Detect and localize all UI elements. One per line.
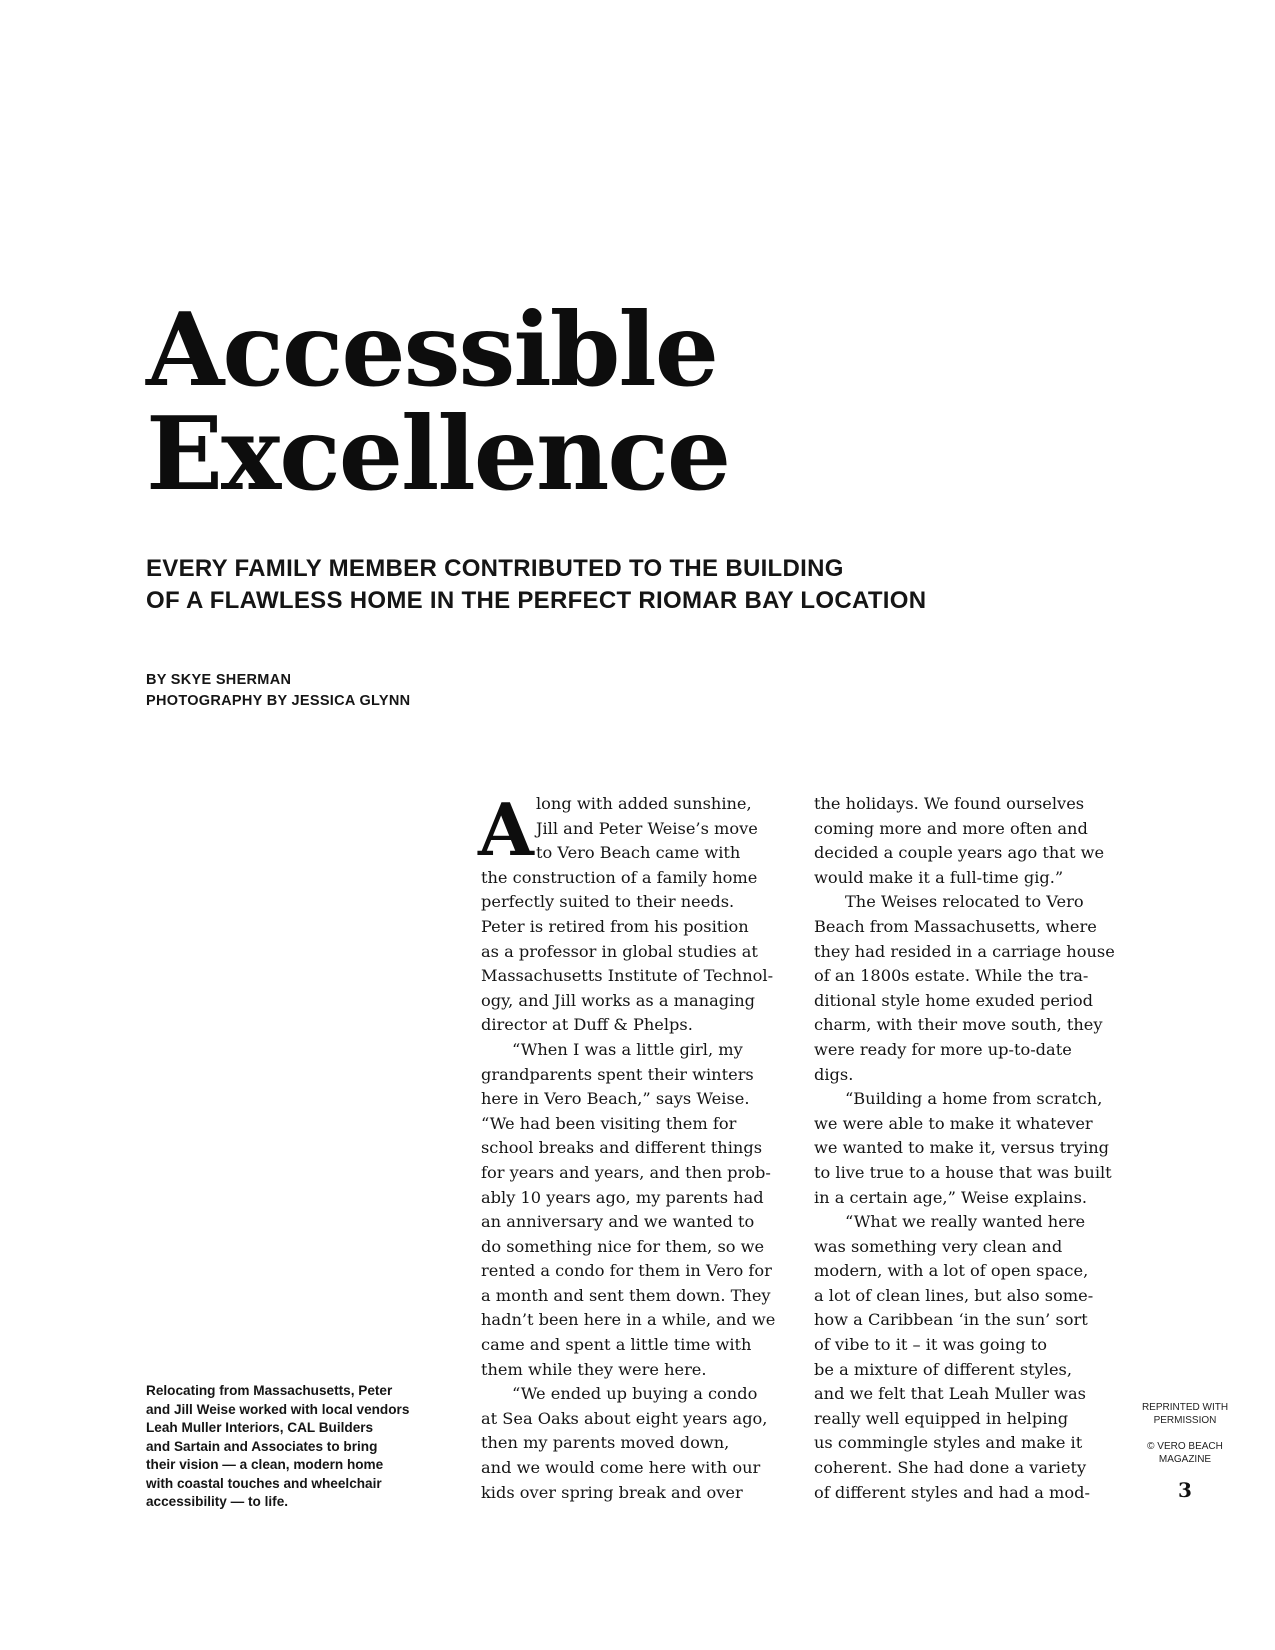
body-line: of different styles and had a mod-	[814, 1482, 1090, 1502]
body-line: ditional style home exuded period	[814, 990, 1094, 1010]
body-line: an anniversary and we wanted to	[481, 1212, 755, 1232]
body-line: grandparents spent their winters	[481, 1064, 754, 1084]
body-line: and we would come here with our	[481, 1458, 761, 1478]
article-subtitle-line-1: EVERY FAMILY MEMBER CONTRIBUTED TO THE BUILDING	[146, 555, 844, 582]
article-title	[146, 290, 730, 513]
copyright-line: © VERO BEACH	[1147, 1441, 1223, 1452]
body-line: of vibe to it – it was going to	[814, 1335, 1048, 1355]
body-line: them while they were here.	[481, 1359, 707, 1379]
body-line: charm, with their move south, they	[814, 1015, 1103, 1035]
body-line: rented a condo for them in Vero for	[481, 1261, 772, 1281]
body-line: then my parents moved down,	[481, 1433, 730, 1453]
body-line: director at Duff & Phelps.	[481, 1015, 693, 1035]
copyright-note	[1130, 1441, 1240, 1466]
caption-line: Relocating from Massachusetts, Peter	[146, 1383, 393, 1398]
body-line: were ready for more up-to-date	[814, 1039, 1072, 1059]
body-line: the construction of a family home	[481, 867, 758, 887]
caption-line: with coastal touches and wheelchair	[146, 1475, 382, 1491]
reprint-permission-note	[1130, 1402, 1240, 1427]
article-title-line-2: Excellence	[146, 394, 730, 513]
caption-line: and Jill Weise worked with local vendors	[146, 1401, 410, 1417]
body-line: ably 10 years ago, my parents had	[481, 1187, 764, 1207]
body-line: “What we really wanted here	[845, 1212, 1086, 1232]
body-line: do something nice for them, so we	[481, 1236, 765, 1256]
body-line: as a professor in global studies at	[481, 941, 758, 961]
body-line: hadn’t been here in a while, and we	[481, 1310, 776, 1330]
body-line: Beach from Massachusetts, where	[814, 916, 1097, 936]
body-line: the holidays. We found ourselves	[814, 794, 1085, 813]
body-line: coherent. She had done a variety	[814, 1458, 1087, 1478]
reprint-line: REPRINTED WITH	[1141, 1402, 1229, 1413]
body-line: “We had been visiting them for	[481, 1113, 737, 1133]
body-line: Peter is retired from his position	[481, 916, 749, 936]
body-line: to Vero Beach came with	[536, 843, 741, 863]
body-line: they had resided in a carriage house	[814, 941, 1115, 961]
body-line: long with added sunshine,	[536, 794, 752, 813]
caption-line: Leah Muller Interiors, CAL Builders	[146, 1420, 374, 1435]
body-line: be a mixture of different styles,	[814, 1359, 1072, 1379]
body-line: of an 1800s estate. While the tra-	[814, 966, 1089, 986]
body-line: we were able to make it whatever	[814, 1113, 1093, 1133]
photo-caption	[146, 1382, 456, 1512]
body-line: “Building a home from scratch,	[845, 1089, 1103, 1109]
article-subtitle-line-2: OF A FLAWLESS HOME IN THE PERFECT RIOMAR BAY LOCATION	[146, 587, 927, 614]
body-line: “We ended up buying a condo	[512, 1384, 758, 1404]
body-column-1	[478, 787, 781, 1505]
body-line: kids over spring break and over	[481, 1482, 743, 1502]
body-line: The Weises relocated to Vero	[845, 892, 1084, 912]
body-line: for years and years, and then prob-	[481, 1162, 771, 1182]
body-column-2	[814, 792, 1114, 1505]
body-line: a month and sent them down. They	[481, 1285, 771, 1305]
caption-line: their vision — a clean, modern home	[146, 1457, 384, 1472]
drop-cap: A	[478, 787, 534, 872]
caption-line: accessibility — to life.	[146, 1494, 289, 1509]
body-line: school breaks and different things	[481, 1138, 763, 1158]
body-line: and we felt that Leah Muller was	[814, 1384, 1086, 1404]
body-line: digs.	[814, 1064, 854, 1084]
body-line: came and spent a little time with	[481, 1335, 752, 1355]
body-line: to live true to a house that was built	[814, 1162, 1112, 1182]
photography-credit: PHOTOGRAPHY BY JESSICA GLYNN	[146, 693, 411, 709]
page-number: 3	[1178, 1478, 1192, 1502]
body-line: here in Vero Beach,” says Weise.	[481, 1089, 750, 1109]
body-line: would make it a full-time gig.”	[814, 867, 1064, 887]
copyright-line: MAGAZINE	[1158, 1453, 1212, 1465]
caption-line: and Sartain and Associates to bring	[146, 1438, 378, 1454]
body-line: coming more and more often and	[814, 818, 1088, 838]
body-line: was something very clean and	[814, 1236, 1063, 1256]
body-line: decided a couple years ago that we	[814, 843, 1105, 863]
body-line: at Sea Oaks about eight years ago,	[481, 1408, 768, 1428]
body-line: perfectly suited to their needs.	[481, 892, 735, 912]
body-line: us commingle styles and make it	[814, 1433, 1083, 1453]
body-line: Jill and Peter Weise’s move	[536, 818, 758, 838]
body-line: in a certain age,” Weise explains.	[814, 1187, 1088, 1207]
article-title-line-1: Accessible	[146, 290, 717, 409]
author-credit: BY SKYE SHERMAN	[146, 672, 292, 688]
body-line: “When I was a little girl, my	[512, 1039, 743, 1059]
body-line: we wanted to make it, versus trying	[814, 1138, 1110, 1158]
body-line: how a Caribbean ‘in the sun’ sort	[814, 1310, 1088, 1330]
body-line: ogy, and Jill works as a managing	[481, 990, 756, 1010]
byline	[146, 670, 410, 712]
body-line: modern, with a lot of open space,	[814, 1261, 1089, 1281]
reprint-line: PERMISSION	[1153, 1414, 1217, 1426]
article-subtitle	[146, 553, 1046, 617]
body-line: a lot of clean lines, but also some-	[814, 1285, 1094, 1305]
body-line: really well equipped in helping	[814, 1408, 1069, 1428]
body-line: Massachusetts Institute of Technol-	[481, 966, 774, 986]
